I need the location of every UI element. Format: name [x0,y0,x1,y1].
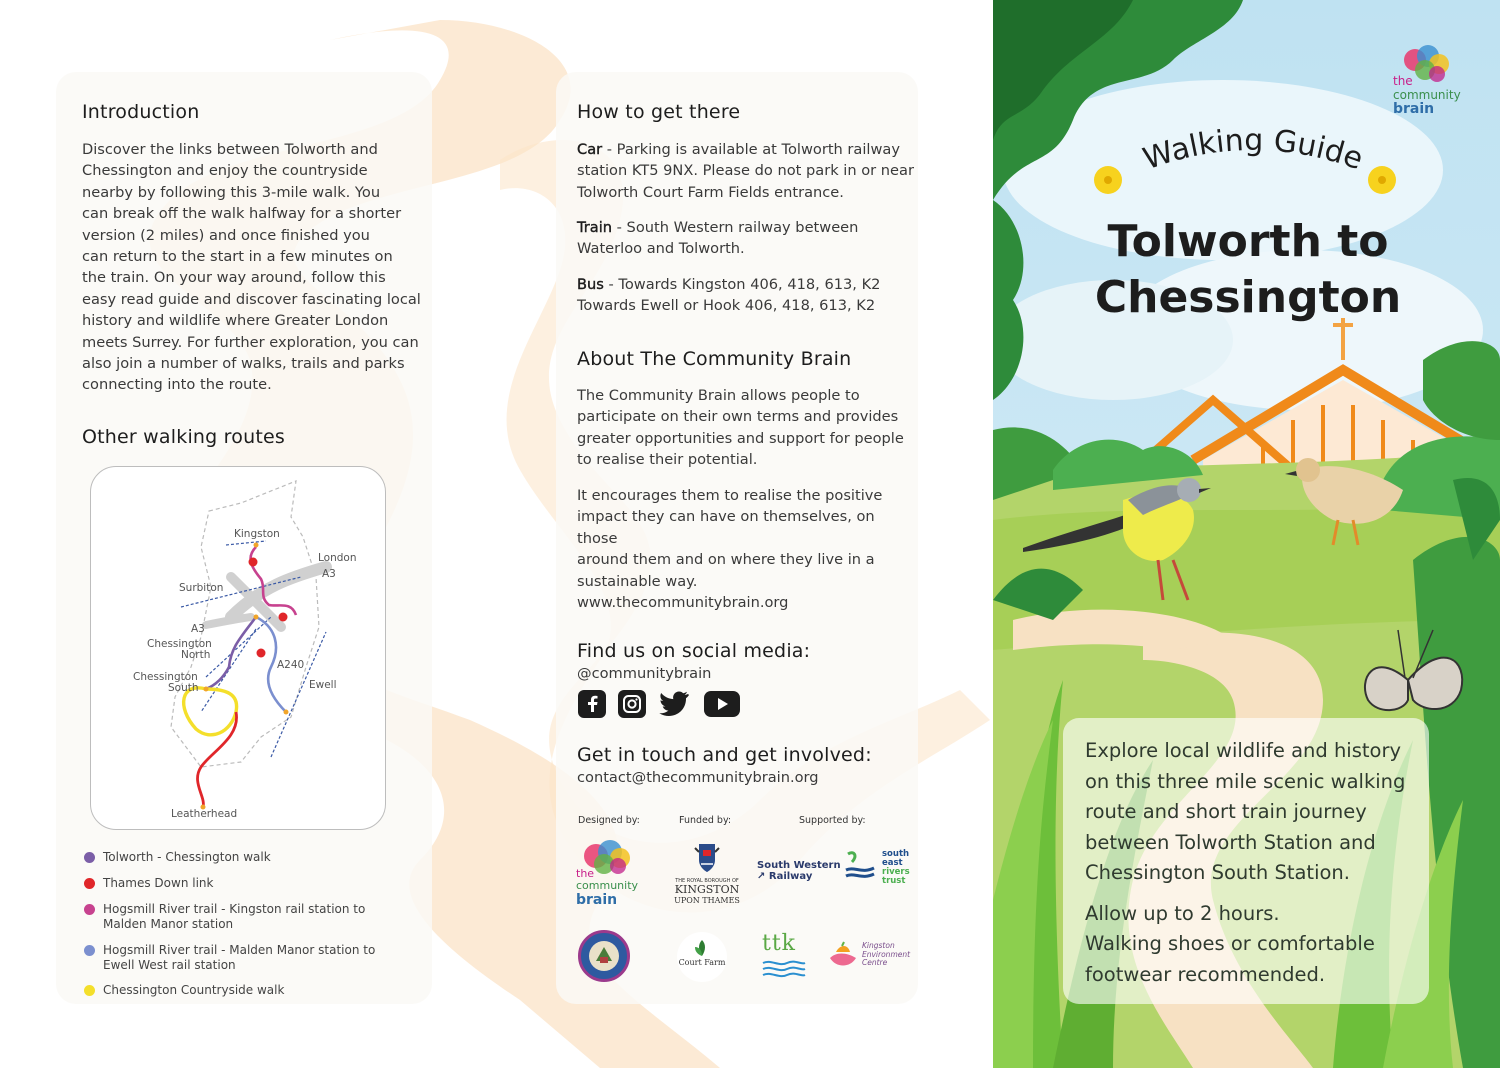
map-label-chessington-north: Chessington [147,638,212,650]
contact-email[interactable]: contact@thecommunitybrain.org [577,769,819,786]
map-label-leatherhead: Leatherhead [171,808,238,820]
routes-heading: Other walking routes [82,426,285,448]
cover-brand-logo: the community brain [1393,74,1461,117]
south-east-rivers-trust-logo: south east rivers trust [844,848,912,888]
legend-item: Thames Down link [84,876,213,891]
cover-title: Tolworth to Chessington [1094,216,1402,323]
court-farm-logo: Court Farm [677,932,727,982]
legend-item: Hogsmill River trail - Malden Manor station to Ewell West rail station [84,943,375,973]
bus-info: Bus - Towards Kingston 406, 418, 613, K2 Towards Ewell or Hook 406, 418, 613, K2 [577,276,881,315]
getting-there-heading: How to get there [577,101,741,123]
routes-map [90,466,386,830]
community-brain-logo: the community brain [576,838,646,910]
legend-swatch [84,878,95,889]
intro-text: Discover the links between Tolworth and Chessington and enjoy the countryside nearby by following this 3-mile walk. You can break off the walk halfway for a shorter version (2 miles) and once finished you can return to the start in a few minutes on the train. On your way around, follow this easy read guide and discover fascinating local history and wildlife where Greater London meets Surrey. For further exploration, you can also join a number of walks, trails and parks connecting into the route. [82,141,421,394]
map-label-a3-top: A3 [322,568,336,580]
map-label-south: South [168,682,199,694]
map-label-kingston: Kingston [234,528,280,540]
map-label-london: London [318,552,357,564]
routes-map-drawing [91,467,387,831]
legend-swatch [84,945,95,956]
map-label-north: North [181,649,211,661]
legend-item: Chessington Countryside walk [84,983,284,998]
legend-swatch [84,985,95,996]
twitter-icon[interactable] [658,690,690,718]
website-link[interactable]: www.thecommunitybrain.org [577,594,789,611]
about-para-1: The Community Brain allows people to participate on their own terms and provides greater opportunities and support for people to realise their potential. [577,387,904,469]
legend-item: Tolworth - Chessington walk [84,850,271,865]
map-label-surbiton: Surbiton [179,582,224,594]
about-para-2: It encourages them to realise the positive impact they can have on themselves, on those around them and on where they live in a sustainable way. [577,487,883,590]
legend-item: Hogsmill River trail - Kingston rail station to Malden Manor station [84,902,365,932]
designed-by-label: Designed by: [578,815,640,826]
community-badge-logo [578,930,630,982]
legend-swatch [84,904,95,915]
social-heading: Find us on social media: [577,640,811,662]
supported-by-label: Supported by: [799,815,866,826]
map-label-ewell: Ewell [309,679,337,691]
about-heading: About The Community Brain [577,348,852,370]
instagram-icon[interactable] [618,690,646,718]
facebook-icon[interactable] [578,690,606,718]
ttk-logo: ttk [757,929,807,981]
map-label-a240: A240 [277,659,305,671]
south-western-railway-logo: South Western ↗ Railway [757,860,841,882]
contact-heading: Get in touch and get involved: [577,744,872,766]
intro-heading: Introduction [82,101,200,123]
kingston-council-logo: THE ROYAL BOROUGH OF KINGSTON UPON THAMES [672,838,742,910]
map-label-a3-left: A3 [191,623,205,635]
social-handle[interactable]: @communitybrain [577,665,712,682]
svg-text:Walking Guide: Walking Guide [1138,122,1368,178]
map-label-chessington-south: Chessington [133,671,198,683]
car-info: Car - Parking is available at Tolworth railway station KT5 9NX. Please do not park in or near Tolworth Court Farm Fields entrance. [577,141,914,201]
cover-subtitle [1103,110,1403,200]
legend-swatch [84,852,95,863]
kingston-environment-centre-logo: Kingston Environment Centre [826,940,916,980]
funded-by-label: Funded by: [679,815,732,826]
youtube-icon[interactable] [704,691,740,717]
cover-panel [993,0,1500,1068]
cover-tagline: Explore local wildlife and history on this three mile scenic walking route and short train journey between Tolworth Station and Chessington South Station. Allow up to 2 hours. Walking shoes or comfortable footwear recommended. [1063,718,1429,1004]
train-info: Train - South Western railway between Waterloo and Tolworth. [577,219,859,258]
